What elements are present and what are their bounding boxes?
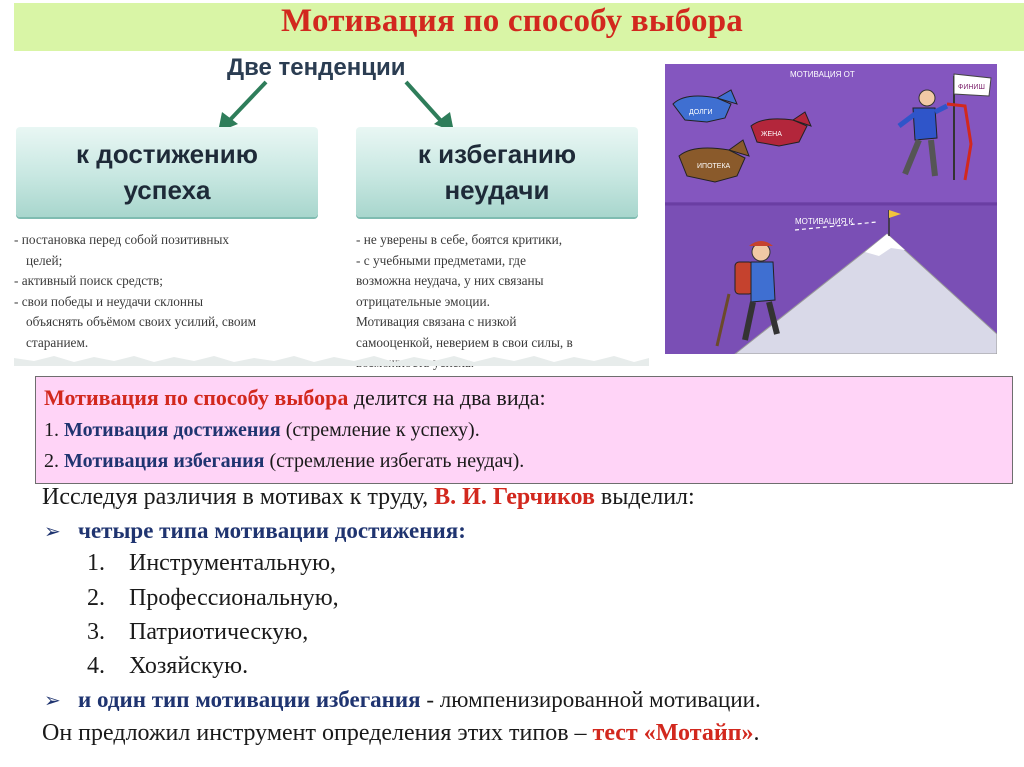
note-line: целей; <box>26 252 63 268</box>
list-item-text: Хозяйскую. <box>129 653 249 679</box>
achievement-motivation-term: Мотивация достижения <box>64 419 281 441</box>
finish-flag-label: ФИНИШ <box>958 84 985 91</box>
list-item <box>87 619 308 646</box>
torn-edge <box>14 352 649 366</box>
avoidance-type-heading: и один тип мотивации избегания <box>78 687 421 712</box>
final-start: Он предложил инструмент определения этих типов – <box>42 720 593 746</box>
avoidance-box <box>356 127 638 217</box>
intro-end: выделил: <box>594 484 695 510</box>
info-num-1: 1. <box>44 419 64 441</box>
intro-line <box>42 484 695 511</box>
achievement-box <box>16 127 318 217</box>
achievement-box-line1: к достижению <box>76 139 258 169</box>
note-line: старанием. <box>26 334 89 350</box>
list-item <box>87 585 339 612</box>
diagram-heading: Две тенденции <box>227 54 406 81</box>
motivation-from-label: МОТИВАЦИЯ ОТ <box>790 70 855 79</box>
list-item-text: Инструментальную, <box>129 550 336 576</box>
avoidance-motivation-term: Мотивация избегания <box>64 450 265 472</box>
dog-label-debts: ДОЛГИ <box>689 109 713 116</box>
dog-label-wife: ЖЕНА <box>761 131 782 138</box>
note-line: - постановка перед собой позитивных <box>14 232 230 247</box>
achievement-types-heading: четыре типа мотивации достижения: <box>78 518 466 543</box>
list-item-number: 2. <box>87 585 105 611</box>
list-item <box>87 653 248 680</box>
note-line: - с учебными предметами, где <box>356 252 526 268</box>
info-term-rest: делится на два вида: <box>348 385 546 410</box>
achievement-notes <box>14 230 332 353</box>
page-title: Мотивация по способу выбора <box>281 3 743 39</box>
info-line-2 <box>44 419 480 442</box>
info-term: Мотивация по способу выбора <box>44 385 349 410</box>
runner-head <box>919 90 935 106</box>
list-item-text: Патриотическую, <box>129 619 309 645</box>
test-name: тест «Мотайп» <box>592 720 754 746</box>
motivation-to-label: МОТИВАЦИЯ К <box>795 217 854 226</box>
note-line: самооценкой, неверием в свои силы, в <box>356 334 573 350</box>
final-line <box>42 720 759 747</box>
final-end: . <box>753 720 760 746</box>
dog-label-mortgage: ИПОТЕКА <box>697 163 731 170</box>
list-item-number: 4. <box>87 653 105 679</box>
info-line-3 <box>44 450 524 473</box>
note-line: - не уверены в себе, боятся критики, <box>356 232 563 247</box>
list-item <box>87 550 336 577</box>
avoidance-box-line1: к избеганию <box>417 139 577 169</box>
note-line: объяснять объёмом своих усилий, своим <box>26 314 257 329</box>
note-line: Мотивация связана с низкой <box>356 314 517 329</box>
achievement-motivation-desc: (стремление к успеху). <box>280 419 480 441</box>
list-item-number: 1. <box>87 550 105 576</box>
author-name: В. И. Герчиков <box>434 484 595 510</box>
info-line-1 <box>44 385 546 411</box>
list-item-number: 3. <box>87 619 105 645</box>
note-line: - свои победы и неудачи склонны <box>14 293 204 309</box>
avoidance-type-desc: - люмпенизированной мотивации. <box>420 687 761 712</box>
avoidance-motivation-desc: (стремление избегать неудач). <box>264 450 525 472</box>
tendencies-diagram <box>14 52 649 370</box>
achievement-box-line2: успеха <box>123 175 211 205</box>
motivation-illustration <box>665 64 997 354</box>
info-box <box>35 376 1013 484</box>
avoidance-box-line2: неудачи <box>444 175 550 205</box>
bullet-avoidance <box>44 687 761 713</box>
bullet-achievement <box>44 518 466 544</box>
note-line: возможна неудача, у них связаны <box>356 273 544 288</box>
arrow-left-icon <box>214 78 274 134</box>
arrow-right-icon <box>398 78 458 134</box>
note-line: отрицательные эмоции. <box>356 293 490 309</box>
intro-start: Исследуя различия в мотивах к труду, <box>42 484 435 510</box>
bullet-arrow-icon: ➢ <box>44 519 61 543</box>
info-num-2: 2. <box>44 450 64 472</box>
note-line: - активный поиск средств; <box>14 273 163 288</box>
list-item-text: Профессиональную, <box>129 585 339 611</box>
bullet-arrow-icon: ➢ <box>44 688 61 712</box>
